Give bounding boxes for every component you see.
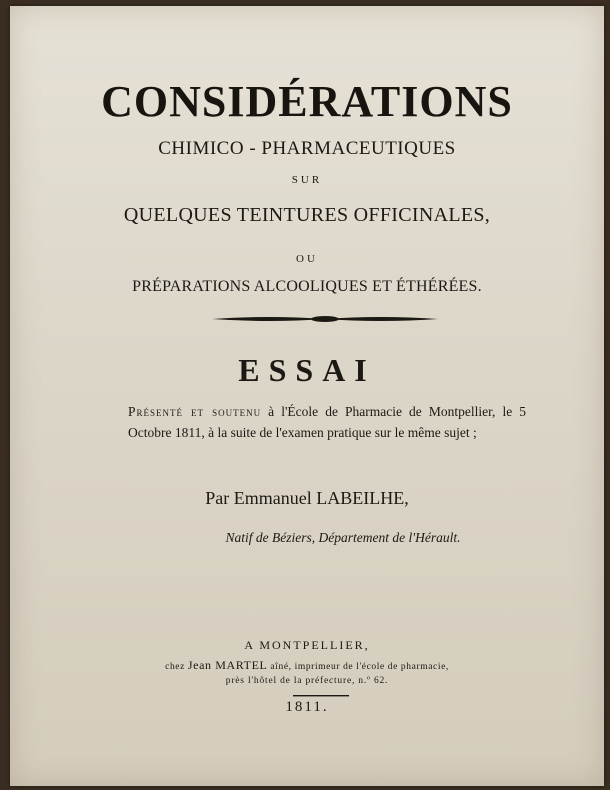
title-line-preparations: PRÉPARATIONS ALCOOLIQUES ET ÉTHÉRÉES.	[132, 278, 482, 295]
essai-heading: ESSAI	[238, 352, 376, 388]
imprint-address: près l'hôtel de la préfecture, n.º 62.	[225, 676, 389, 686]
imprint-city: A MONTPELLIER,	[244, 638, 370, 652]
imprint-year: 1811.	[285, 699, 329, 715]
presentation-paragraph	[128, 401, 526, 443]
printer-title: aîné, imprimeur de l'école de pharmacie,	[267, 662, 449, 672]
connector-sur: SUR	[291, 174, 323, 186]
title-page	[10, 6, 604, 786]
imprint-printer	[10, 658, 604, 673]
ornamental-rule	[210, 314, 440, 324]
title-line-teintures: QUELQUES TEINTURES OFFICINALES,	[123, 204, 491, 226]
printer-name: Jean MARTEL	[187, 658, 268, 672]
page-title: CONSIDÉRATIONS	[101, 77, 513, 126]
paragraph-text: à l'École de Pharmacie de Montpellier, le 5 Octobre 1811, à la suite de l'examen pratique sur le même sujet ;	[128, 404, 527, 440]
author-line: Par Emmanuel LABEILHE,	[205, 488, 409, 508]
small-rule	[293, 694, 349, 698]
connector-ou: OU	[296, 253, 318, 265]
subtitle: CHIMICO - PHARMACEUTIQUES	[158, 138, 456, 159]
printer-prefix: chez	[165, 662, 188, 672]
paragraph-lead: Présenté et soutenu	[128, 404, 262, 419]
author-origin: Natif de Béziers, Département de l'Hérault.	[225, 530, 461, 545]
